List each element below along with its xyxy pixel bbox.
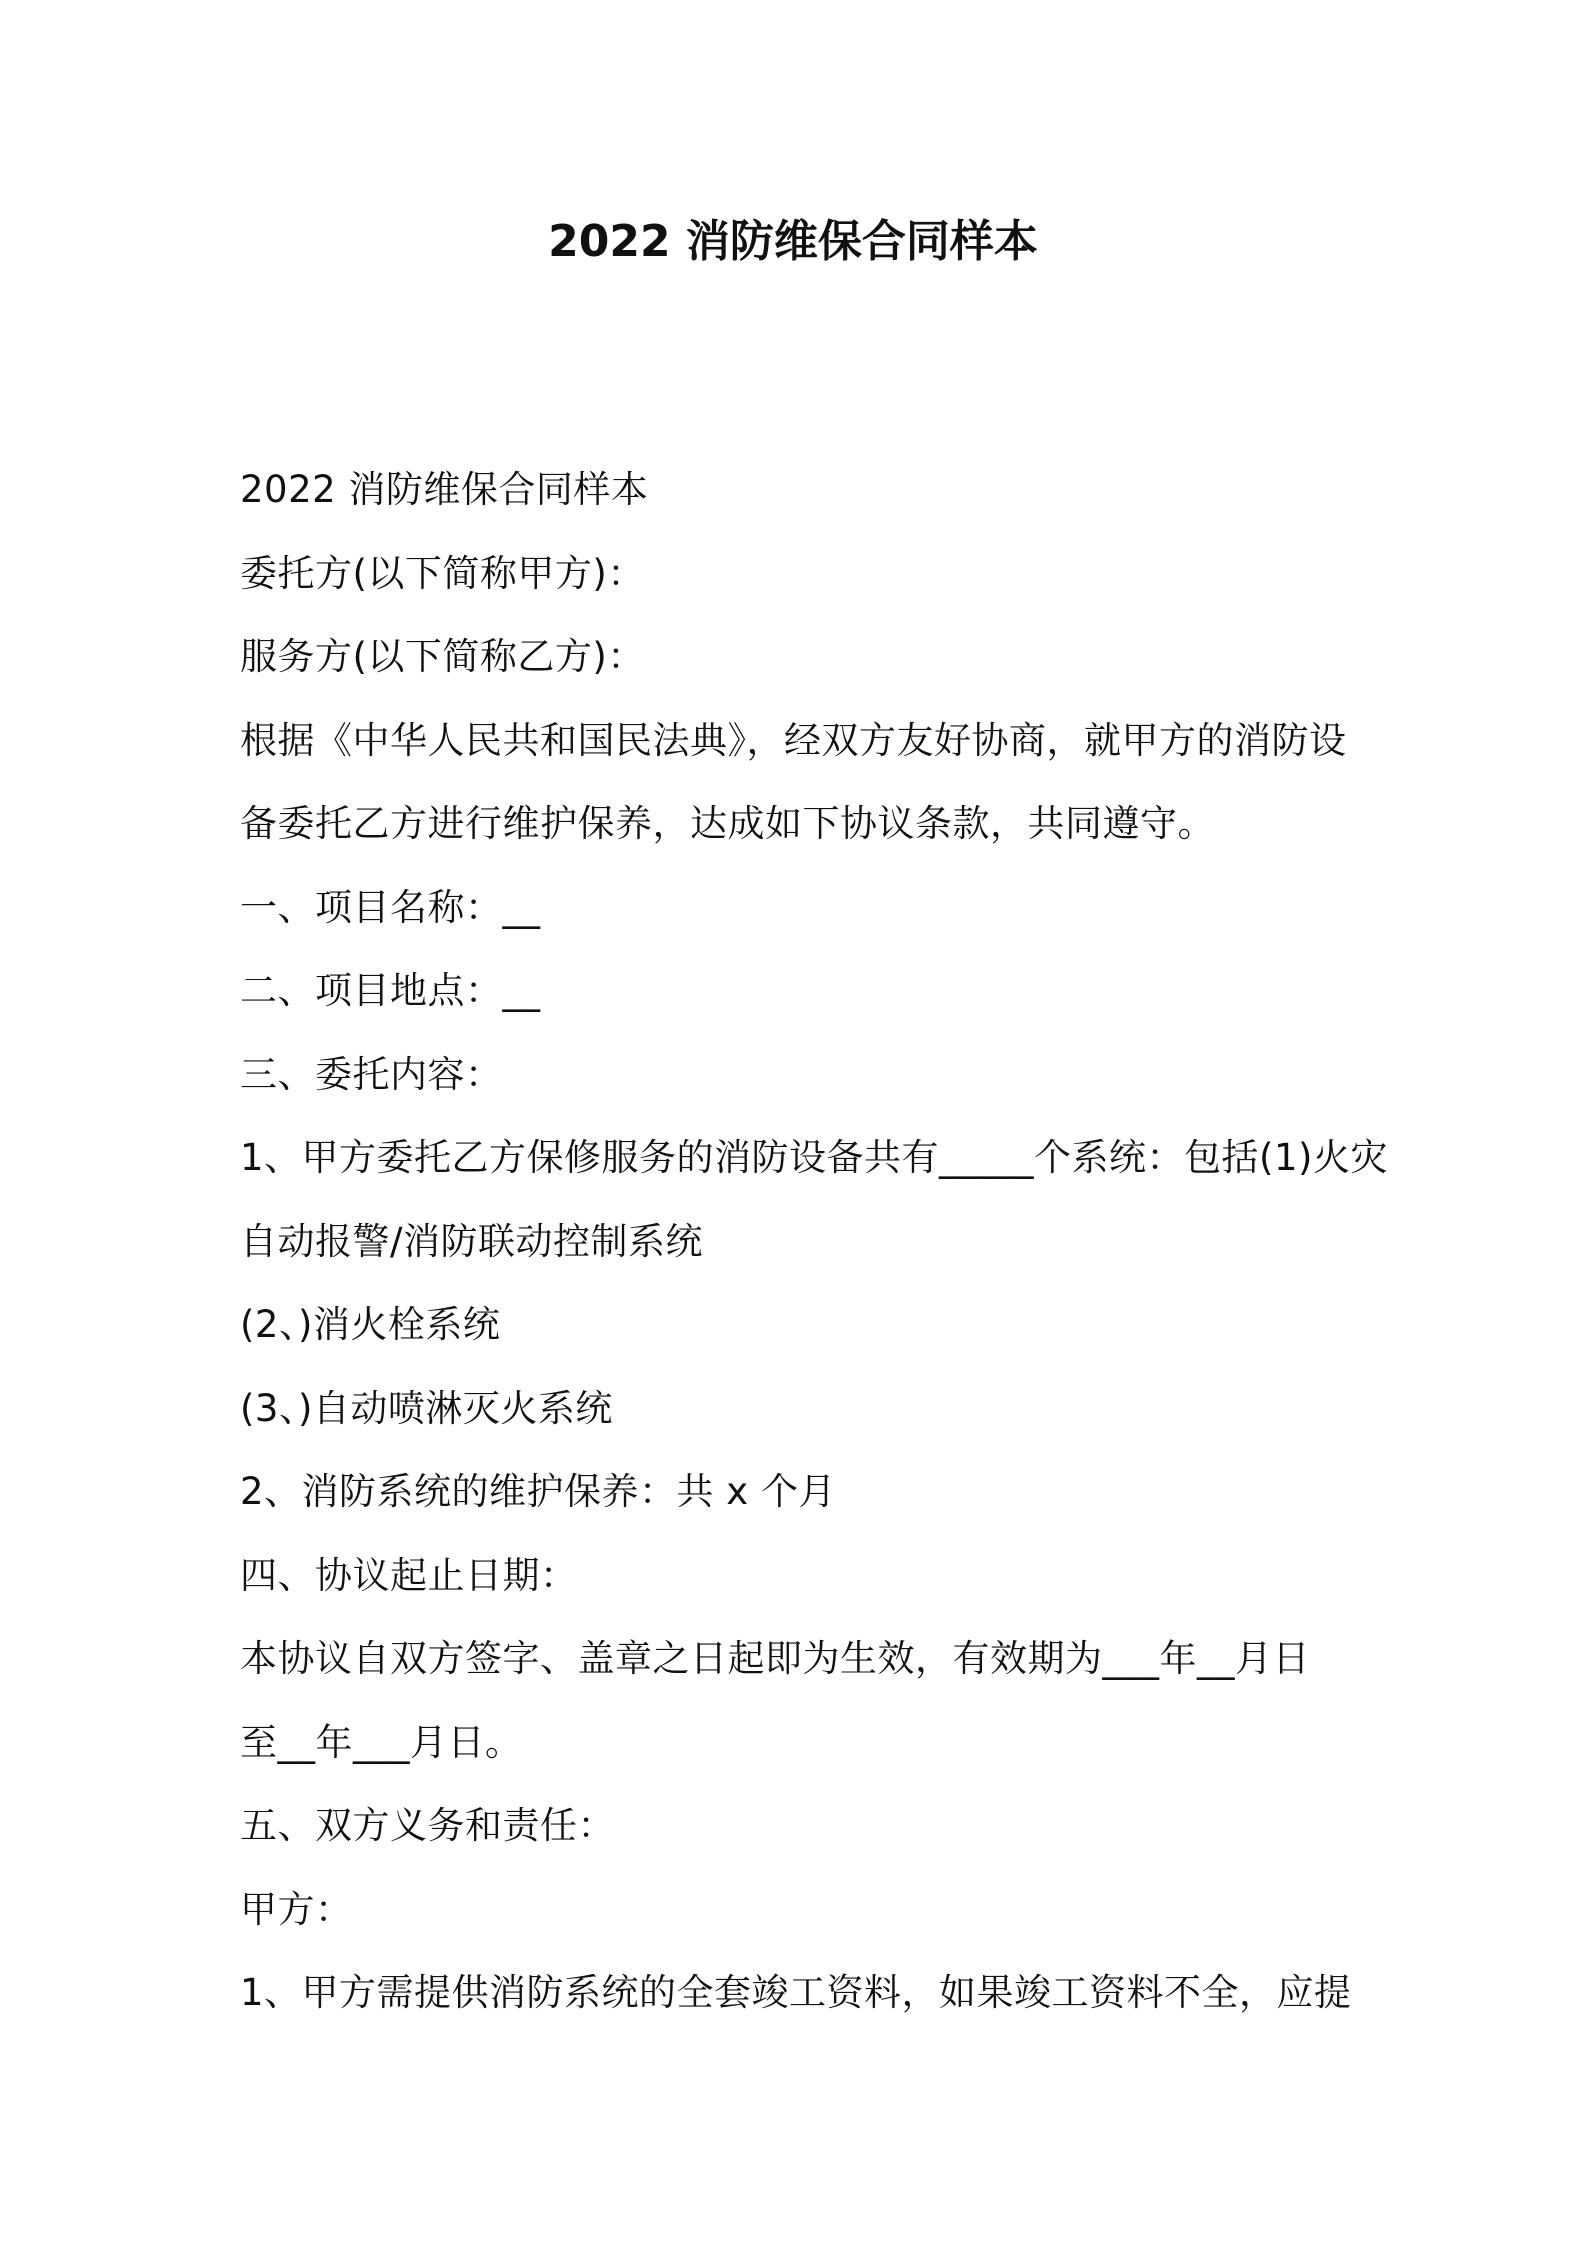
document-body: [240, 448, 1388, 2035]
body-line: 2、消防系统的维护保养：共 x 个月: [240, 1470, 836, 1513]
body-line: 委托方(以下简称甲方)：: [240, 551, 645, 595]
body-line: 本协议自双方签字、盖章之日起即为生效，有效期为___年__月日: [240, 1637, 1310, 1680]
body-line: 至__年___月日。: [240, 1720, 523, 1764]
body-line: 一、项目名称：__: [240, 885, 541, 929]
body-line: 自动报警/消防联动控制系统: [240, 1219, 703, 1263]
body-line: 1、甲方委托乙方保修服务的消防设备共有_____个系统：包括(1)火灾: [240, 1136, 1388, 1179]
body-line: 五、双方义务和责任：: [240, 1804, 615, 1847]
body-line: 二、项目地点：__: [240, 969, 541, 1012]
document-title: 2022 消防维保合同样本: [548, 216, 1038, 267]
body-line: 备委托乙方进行维护保养，达成如下协议条款，共同遵守。: [240, 802, 1215, 845]
body-line: (3、)自动喷淋灭火系统: [240, 1386, 613, 1430]
body-line: 服务方(以下简称乙方)：: [240, 635, 645, 678]
body-line: 四、协议起止日期：: [240, 1553, 578, 1597]
body-line: 三、委托内容：: [240, 1052, 503, 1096]
body-line: (2、)消火栓系统: [240, 1303, 501, 1346]
body-line: 1、甲方需提供消防系统的全套竣工资料，如果竣工资料不全，应提: [240, 1971, 1352, 2014]
body-line: 根据《中华人民共和国民法典》，经双方友好协商，就甲方的消防设: [240, 718, 1347, 762]
body-line: 甲方：: [240, 1887, 353, 1931]
body-line: 2022 消防维保合同样本: [240, 468, 649, 511]
